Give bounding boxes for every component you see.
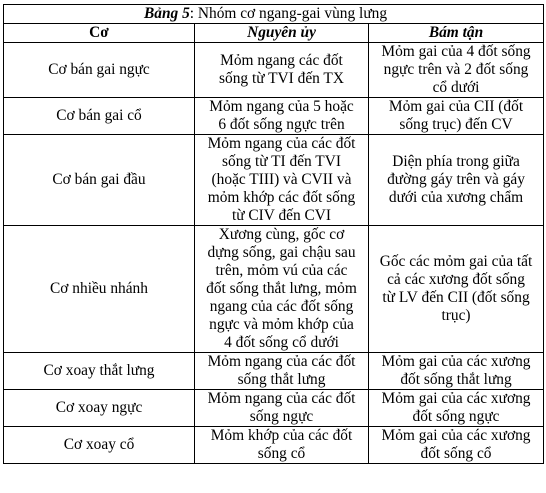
cell-line: đường gáy trên và gáy [387,171,525,188]
insertion-cell [369,43,544,98]
cell-line: ngực trên và 2 đốt sống [383,61,529,78]
cell-line: sống cổ [257,445,306,462]
table-row [4,98,544,135]
cell-line: dựng sống, gai chậu sau [207,244,356,261]
cell-line: cổ dưới [432,79,480,96]
origin-cell [195,98,369,135]
caption-title: : Nhóm cơ ngang-gai vùng lưng [189,5,388,22]
insertion-cell [369,427,544,464]
cell-line: Mỏm ngang của các đốt [207,353,356,370]
table-row [4,353,544,390]
table-row [4,135,544,226]
cell-line: Mỏm ngang các đốt [220,52,343,69]
cell-line: đốt sống thắt lưng [400,371,512,388]
cell-line: đốt sống ngực [412,408,500,425]
cell-line: Mỏm gai của các xương [381,353,531,370]
cell-line: sống từ TI đến TVI [222,153,341,170]
table-caption [4,5,544,24]
header-insertion: Bám tận [369,24,544,43]
cell-line: trên, mỏm vú của các [215,262,348,279]
origin-cell [195,226,369,353]
origin-cell [195,390,369,427]
cell-line: từ LV đến CII (đốt sống [382,289,530,306]
cell-line: đốt sống cổ [420,445,492,462]
origin-cell [195,43,369,98]
cell-line: Mỏm ngang của các đốt [207,390,356,407]
table-row [4,427,544,464]
cell-line: cả các xương đốt sống [387,271,525,288]
cell-line: Mỏm gai của các xương [381,390,531,407]
cell-line: Mỏm gai của CII (đốt [388,98,524,115]
cell-line: đốt sống thắt lưng, mỏm [206,280,357,297]
muscle-cell: Cơ xoay ngực [4,390,195,427]
insertion-cell [369,226,544,353]
cell-line: Xương cùng, gốc cơ [218,226,345,243]
cell-line: Mỏm gai của 4 đốt sống [381,43,531,60]
cell-line: Gốc các mỏm gai của tất [379,253,533,270]
cell-line: Mỏm ngang của các đốt [207,135,356,152]
table-row [4,43,544,98]
origin-cell [195,427,369,464]
header-row [4,24,544,43]
cell-line: trục) [441,307,471,324]
cell-line: sống từ TVI đến TX [219,70,344,87]
cell-line: Mỏm khớp của các đốt [210,427,353,444]
muscle-table [3,4,544,464]
cell-line: Mỏm ngang của 5 hoặc [209,98,354,115]
muscle-cell: Cơ xoay cổ [4,427,195,464]
cell-line: ngang của các đốt sống [209,298,354,315]
cell-line: ngực và mỏm khớp của [209,316,354,333]
cell-line: sống trục) đến CV [399,116,513,133]
table-row [4,390,544,427]
cell-line: (hoặc TIII) và CVII và [211,171,352,188]
muscle-cell: Cơ nhiều nhánh [4,226,195,353]
header-origin: Nguyên ủy [195,24,369,43]
cell-line: từ CIV đến CVI [231,207,332,224]
insertion-cell [369,98,544,135]
origin-cell [195,353,369,390]
cell-line: 6 đốt sống ngực trên [218,116,345,133]
header-muscle: Cơ [4,24,195,43]
cell-line: sống thắt lưng [237,371,326,388]
cell-line: sống ngực [249,408,314,425]
cell-line: dưới của xương chẩm [388,189,524,206]
muscle-cell: Cơ bán gai ngực [4,43,195,98]
cell-line: Mỏm gai của các xương [381,427,531,444]
origin-cell [195,135,369,226]
caption-label: Bảng 5 [144,5,190,22]
cell-line: mỏm khớp các đốt sống [207,189,356,206]
cell-line: Diện phía trong giữa [392,153,520,170]
cell-line: 4 đốt sống cổ dưới [224,334,339,351]
insertion-cell [369,135,544,226]
muscle-cell: Cơ bán gai đầu [4,135,195,226]
insertion-cell [369,353,544,390]
muscle-cell: Cơ bán gai cổ [4,98,195,135]
muscle-cell: Cơ xoay thắt lưng [4,353,195,390]
insertion-cell [369,390,544,427]
table-body [4,5,544,464]
table-row [4,226,544,353]
caption-row [4,5,544,24]
